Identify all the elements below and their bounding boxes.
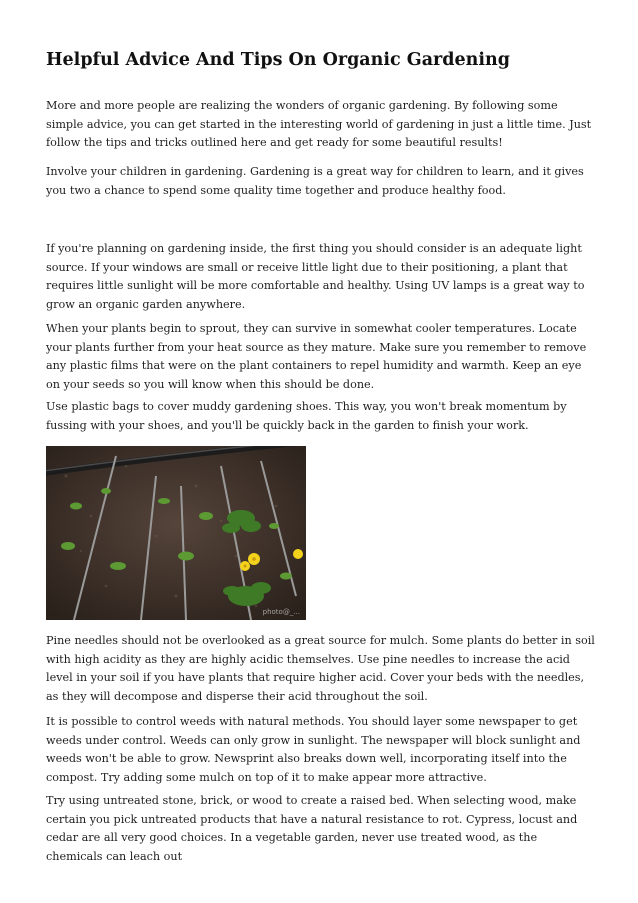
garden-photo-image: [46, 446, 306, 620]
paragraph-sprouts: When your plants begin to sprout, they can survive in somewhat cooler temperatures. Locate your plants further from your heat source as they mature. Make sure you remember to remove any plastic films that were on the plant containers to repel humidity and warmth. Keep an eye on your seeds so you will know when this should be done.: [46, 322, 587, 391]
photo-watermark: photo@_...: [262, 608, 300, 616]
paragraph-weeds: It is possible to control weeds with natural methods. You should layer some newspaper to get weeds under control. Weeds can only grow in sunlight. The newspaper will block sunlight and weeds won't be able to grow. Newsprint also breaks down well, incorporating itself into the compost. Try adding some mulch on top of it to make appear more attractive.: [46, 715, 581, 784]
paragraph-shoes: Use plastic bags to cover muddy gardening shoes. This way, you won't break momentum by fussing with your shoes, and you'll be quickly back in the garden to finish your work.: [46, 400, 567, 432]
page-title: Helpful Advice And Tips On Organic Gardening: [46, 50, 510, 70]
garden-photo: [46, 446, 306, 620]
paragraph-pine-needles: Pine needles should not be overlooked as a great source for mulch. Some plants do better in soil with high acidity as they are highly acidic themselves. Use pine needles to increase the acid level in your soil if you have plants that require higher acid. Cover your beds with the needles, as they will decompose and disperse their acid throughout the soil.: [46, 634, 595, 703]
paragraph-raised-bed: Try using untreated stone, brick, or wood to create a raised bed. When selecting wood, make certain you pick untreated products that have a natural resistance to rot. Cypress, locust and cedar are all very good choices. In a vegetable garden, never use treated wood, as the chemicals can leach out: [46, 794, 578, 863]
paragraph-indoor-light: If you're planning on gardening inside, the first thing you should consider is an adequate light source. If your windows are small or receive little light due to their positioning, a plant that requires little sunlight will be more comfortable and healthy. Using UV lamps is a great way to grow an organic garden anywhere.: [46, 242, 585, 311]
paragraph-children: Involve your children in gardening. Gardening is a great way for children to learn, and it gives you two a chance to spend some quality time together and produce healthy food.: [46, 165, 584, 197]
paragraph-intro: More and more people are realizing the wonders of organic gardening. By following some simple advice, you can get started in the interesting world of gardening in just a little time. Just follow the tips and tricks outlined here and get ready for some beautiful results!: [46, 99, 592, 150]
